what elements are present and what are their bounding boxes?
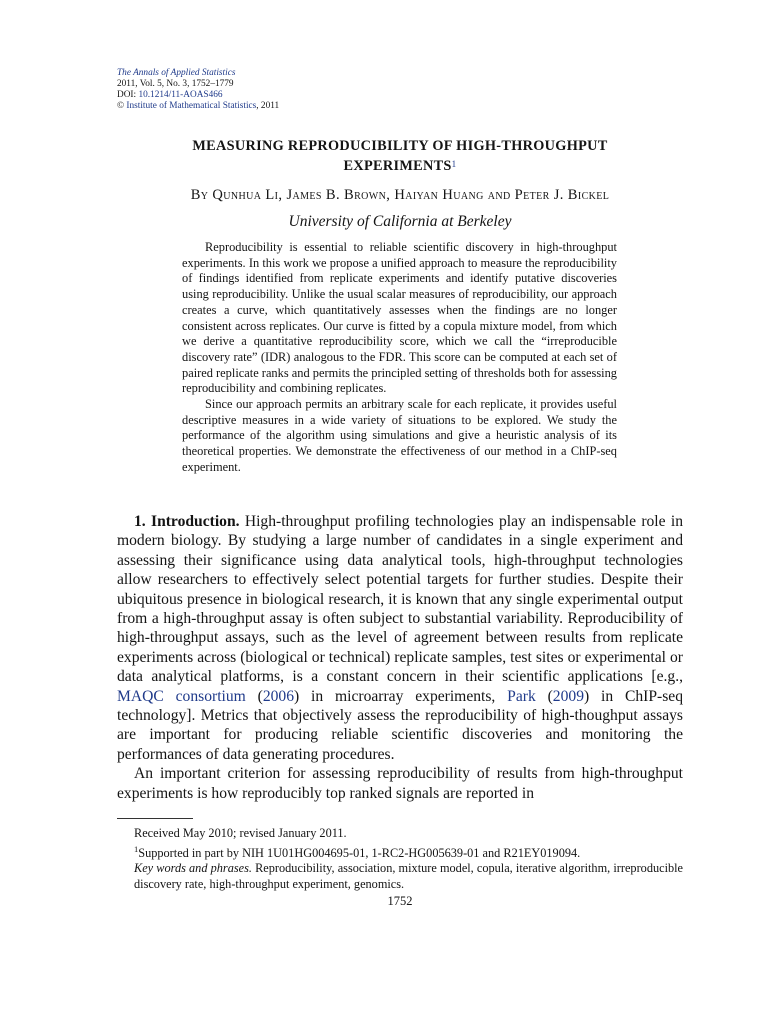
section-heading: 1. Introduction. — [134, 513, 240, 530]
ref-park-year-link[interactable]: 2009 — [552, 687, 584, 705]
journal-volume: 2011, Vol. 5, No. 3, 1752–1779 — [117, 79, 234, 89]
ref-park-link[interactable]: Park — [507, 687, 536, 705]
copyright-year: , 2011 — [256, 101, 280, 111]
page-number: 1752 — [387, 894, 413, 908]
intro-text-1: High-throughput profiling technologies play an indispensable role in modern biology. By studying a large number of candidates in a single experiment and assessing their significance using data analytical tools, high-throughput technologies allow researchers to effectively select potential targets for further studies. Despite their ubiquitous presence in biological research, it is known that any single experimental output from a high-throughput assay is often subject to substantial variability. Reproducibility of high-throughput assays, such as the level of agreement between results from replicate experiments across (biological or technical) replicate samples, test sites or experimental or data analytical platforms, is a constant concern in their scientific applications [e.g., — [117, 513, 683, 686]
keywords-note — [117, 861, 683, 892]
journal-name[interactable]: The Annals of Applied Statistics — [117, 68, 236, 78]
intro-text-2: ( — [245, 687, 263, 705]
author-sep-1: , — [278, 187, 287, 203]
keywords-text: Reproducibility, association, mixture model, copula, iterative algorithm, irreproducible discovery rate, high-throughput experiment, genomics. — [134, 861, 684, 891]
introduction-section — [117, 512, 683, 803]
author-2: James B. Brown — [286, 187, 387, 203]
doi-link[interactable]: 10.1214/11-AOAS466 — [138, 90, 223, 100]
support-note — [117, 842, 683, 862]
ref-maqc-year-link[interactable]: 2006 — [262, 687, 295, 705]
journal-header — [117, 68, 279, 112]
footnote-divider — [117, 818, 193, 819]
author-list — [100, 187, 700, 204]
intro-text-3: ) in microarray experiments, — [294, 687, 508, 705]
affiliation: University of California at Berkeley — [288, 213, 512, 230]
support-text: Supported in part by NIH 1U01HG004695-01, 1-RC2-HG005639-01 and R21EY019094. — [138, 845, 581, 860]
received-note: Received May 2010; revised January 2011. — [134, 826, 347, 840]
copyright-icon: © — [117, 101, 125, 111]
author-and: and — [483, 187, 515, 203]
author-3: Haiyan Huang — [394, 187, 484, 203]
authors-prefix: By — [190, 187, 213, 203]
ref-maqc-link[interactable]: MAQC consortium — [117, 687, 246, 705]
abstract — [182, 240, 617, 476]
author-sep-2: , — [386, 187, 395, 203]
title-line-1: MEASURING REPRODUCIBILITY OF HIGH-THROUGHPUT — [192, 138, 608, 154]
copyright-org-link[interactable]: Institute of Mathematical Statistics — [126, 101, 257, 111]
doi-label: DOI: — [117, 90, 139, 100]
author-4: Peter J. Bickel — [514, 187, 610, 203]
paper-title — [100, 136, 700, 176]
abstract-paragraph-2: Since our approach permits an arbitrary scale for each replicate, it provides useful descriptive measures in a wide variety of situations to be explored. We study the performance of the algorithm using simulations and give a heuristic analysis of its theoretical properties. We demonstrate the effectiveness of our method in a ChIP-seq experiment. — [182, 397, 617, 474]
footnotes — [117, 826, 683, 892]
intro-paragraph-1 — [117, 512, 683, 764]
support-footnote-mark: 1 — [134, 843, 139, 854]
abstract-paragraph-1: Reproducibility is essential to reliable scientific discovery in high-throughput experiments. In this work we propose a unified approach to measure the reproducibility of findings identified from replicate experiments and identify putative discoveries using reproducibility. Unlike the usual scalar measures of reproducibility, our approach creates a curve, which quantitatively assesses when the findings are no longer consistent across replicates. Our curve is fitted by a copula mixture model, from which we derive a quantitative reproducibility score, which we call the “irreproducible discovery rate” (IDR) analogous to the FDR. This score can be computed at each set of paired replicate ranks and permits the principled setting of thresholds both for assessing reproducibility and combining replicates. — [182, 240, 617, 396]
title-line-2: EXPERIMENTS — [343, 158, 452, 174]
author-1: Qunhua Li — [212, 187, 279, 203]
intro-paragraph-2: An important criterion for assessing reproducibility of results from high-throughput experiments is how reproducibly top ranked signals are reported in — [117, 765, 683, 802]
intro-text-5: ) in ChIP-seq technology]. Metrics that objectively assess the reproducibility of high-thoughput assays are important for producing reliable scientific discoveries and monitoring the performances of data generating procedures. — [117, 687, 684, 763]
intro-text-4: ( — [535, 687, 553, 705]
keywords-label: Key words and phrases. — [134, 861, 252, 876]
title-footnote-mark[interactable]: 1 — [451, 159, 457, 169]
